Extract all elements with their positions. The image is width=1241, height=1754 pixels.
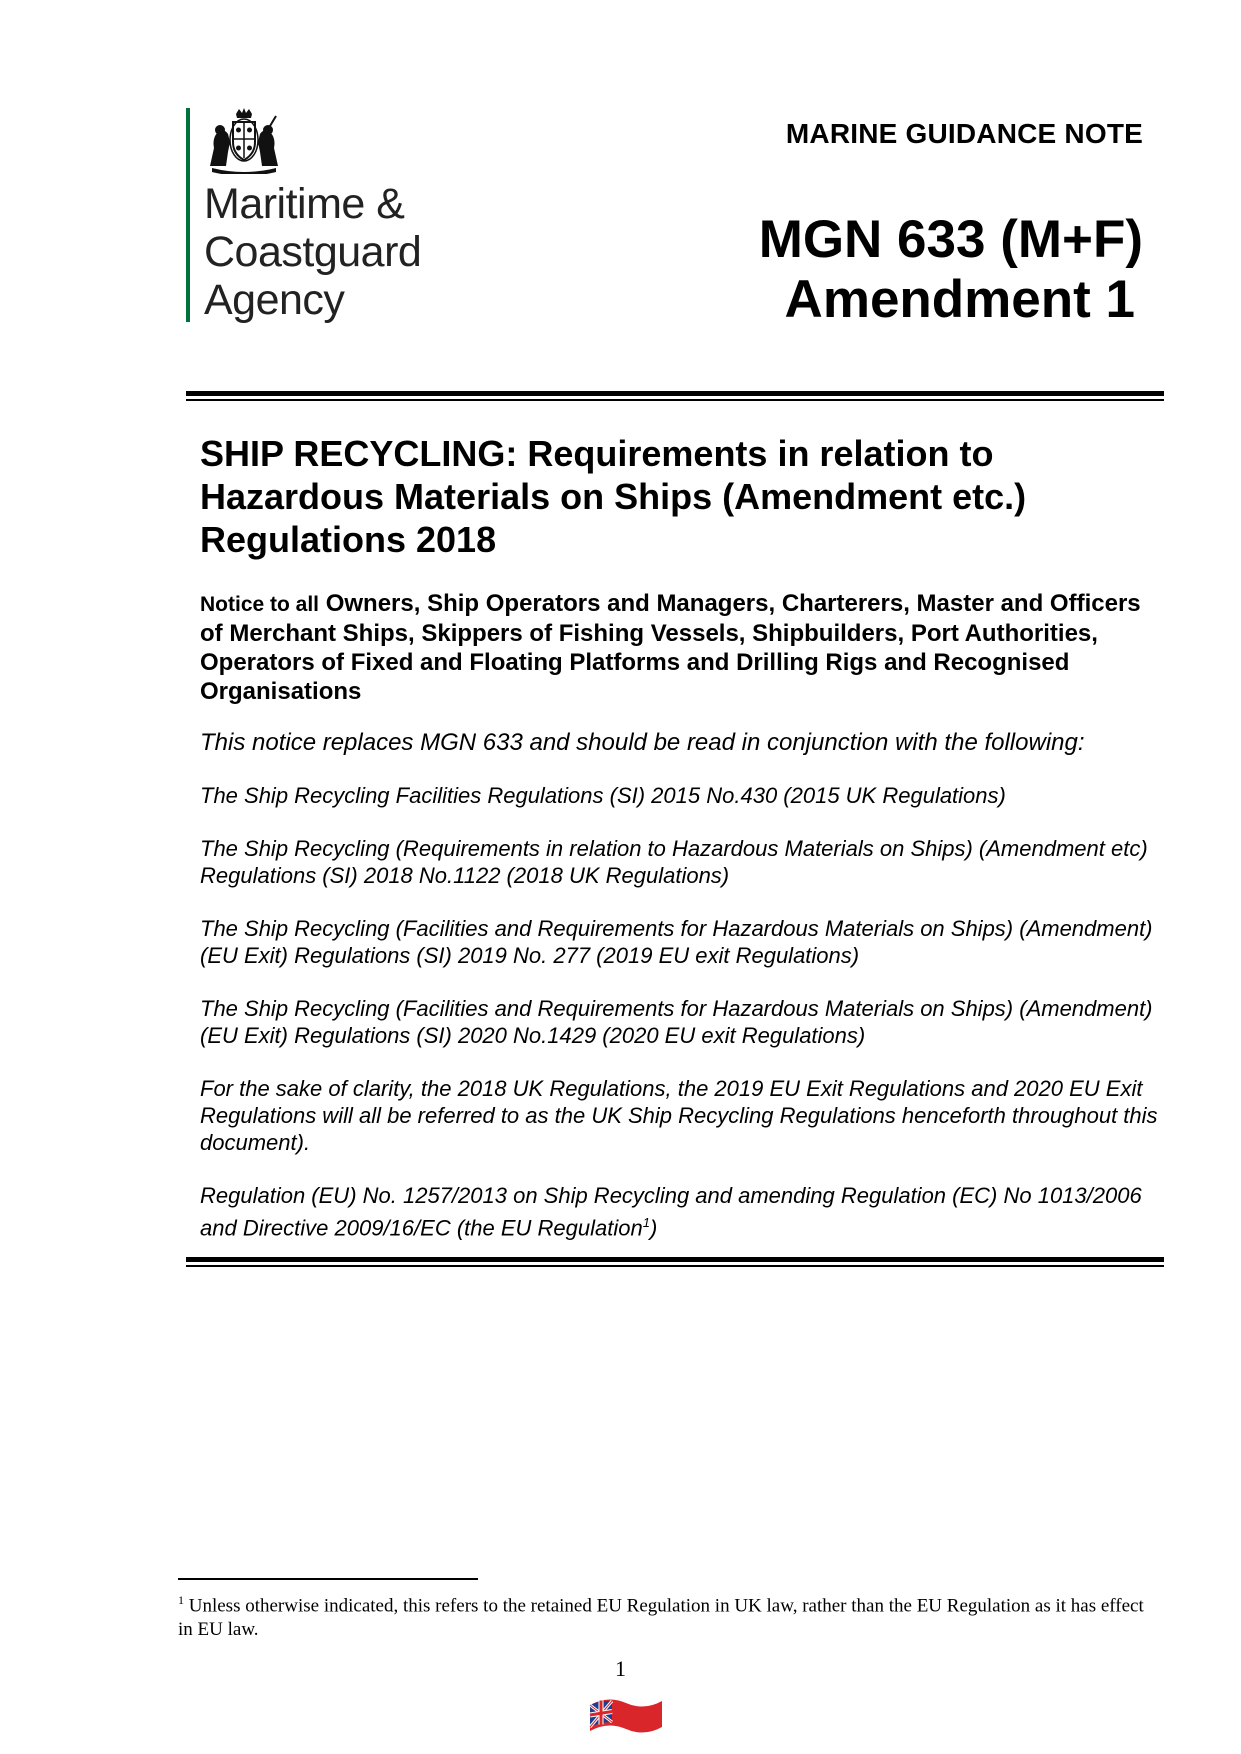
agency-name-line: Maritime & [204,180,405,228]
notice-number: MGN 633 (M+F) [758,210,1143,269]
footnote-divider [178,1578,478,1580]
audience-lead: Notice to all [200,593,320,616]
agency-name-line: Coastguard [204,228,422,276]
page-title: SHIP RECYCLING: Requirements in relation to Hazardous Materials on Ships (Amendment etc.) Regulations 2018 [200,433,1027,560]
reference-item: The Ship Recycling (Facilities and Requirements for Hazardous Materials on Ships) (Amendment) (EU Exit) Regulations (SI) 2019 No. 277 (2019 EU exit Regulations) [200,916,1153,968]
notice-amendment: Amendment 1 [784,270,1135,329]
note-type-label: MARINE GUIDANCE NOTE [785,118,1143,149]
agency-logo [186,108,486,338]
reference-item: The Ship Recycling (Facilities and Requirements for Hazardous Materials on Ships) (Amendment) (EU Exit) Regulations (SI) 2020 No.1429 (2020 EU exit Regulations) [200,996,1153,1048]
reference-item: The Ship Recycling Facilities Regulations (SI) 2015 No.430 (2015 UK Regulations) [200,783,1006,808]
footnote-marker[interactable]: 1 [642,1215,650,1230]
eu-regulation-text: Regulation (EU) No. 1257/2013 on Ship Recycling and amending Regulation (EC) No 1013/2006 and Directive 2009/16/EC (the EU Regulation [200,1183,1142,1241]
page-number: 1 [615,1656,626,1681]
logo-accent-bar [186,108,190,322]
footnote-text: Unless otherwise indicated, this refers to the retained EU Regulation in UK law, rather than the EU Regulation as it has effect in EU law. [178,1595,1144,1641]
bottom-divider [186,1257,1164,1267]
eu-regulation-reference [200,1182,1160,1241]
notice-body [200,432,1160,1267]
eu-regulation-close: ) [649,1215,658,1241]
notice-number-heading [759,210,1143,330]
footnote-number: 1 [178,1593,184,1607]
audience-notice [200,589,1160,706]
royal-coat-of-arms-icon [204,108,284,174]
agency-name-line: Agency [204,276,345,324]
clarity-statement: For the sake of clarity, the 2018 UK Regulations, the 2019 EU Exit Regulations and 2020 EU Exit Regulations will all be referred to as the UK Ship Recycling Regulations henceforth throughout this document). [200,1076,1158,1155]
top-divider [186,391,1164,401]
replaces-statement: This notice replaces MGN 633 and should be read in conjunction with the following: [200,729,1085,756]
audience-text: Owners, Ship Operators and Managers, Charterers, Master and Officers of Merchant Ships, Skippers of Fishing Vessels, Shipbuilders, Port Authorities, Operators of Fixed and Floating Platforms and Drilling Rigs and Recognised Organisations [200,590,1141,705]
red-ensign-flag-icon [588,1693,664,1739]
agency-name [204,180,421,324]
reference-item: The Ship Recycling (Requirements in relation to Hazardous Materials on Ships) (Amendment etc) Regulations (SI) 2018 No.1122 (2018 UK Regulations) [200,836,1148,888]
footnote [178,1588,1148,1642]
